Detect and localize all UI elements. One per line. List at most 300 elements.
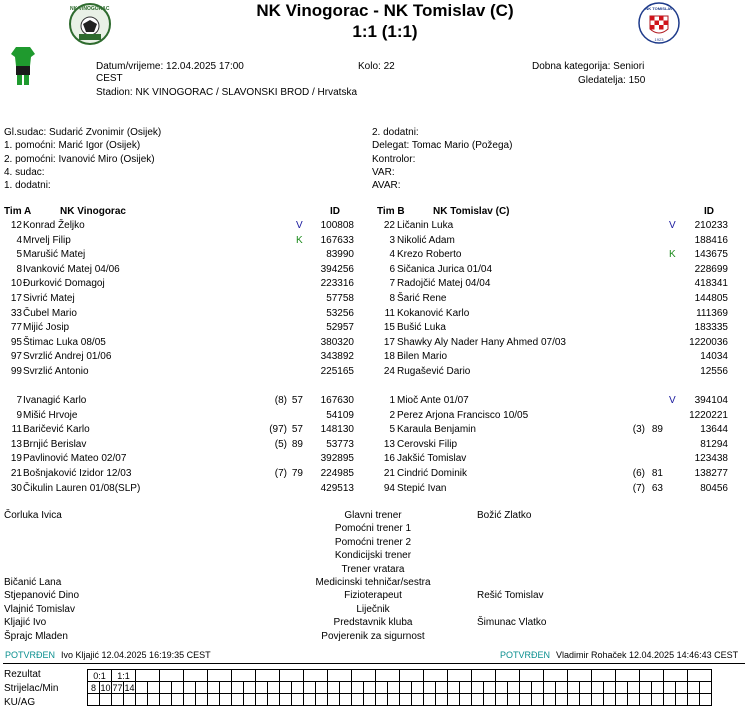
player-id: 228699	[694, 263, 728, 275]
player-number: 5	[16, 249, 22, 261]
result-cell	[232, 670, 256, 682]
ku-cell	[520, 694, 532, 706]
player-id: 14034	[700, 351, 728, 363]
ku-cell	[688, 694, 700, 706]
result-cell	[280, 670, 304, 682]
player-number: 33	[10, 307, 22, 319]
scorer-cell	[520, 682, 532, 694]
scorer-cell	[688, 682, 700, 694]
scorer-cell	[508, 682, 520, 694]
player-name: Radojčić Matej 04/04	[397, 278, 491, 290]
sub-replaced: (7)	[632, 482, 645, 494]
result-cell	[496, 670, 520, 682]
scorer-cell	[376, 682, 388, 694]
player-id: 188416	[694, 234, 728, 246]
sub-name: Pavlinović Mateo 02/07	[23, 453, 127, 465]
scorer-cell	[484, 682, 496, 694]
official-left-line: 4. sudac:	[4, 166, 45, 178]
goalkeeper-mark: V	[669, 220, 676, 231]
sub-minute: 57	[291, 395, 303, 406]
player-id: 53256	[326, 307, 354, 319]
ku-cell	[100, 694, 112, 706]
scorer-cell	[700, 682, 712, 694]
player-number: 24	[383, 366, 395, 377]
sub-replaced: (8)	[274, 395, 287, 406]
scorer-cell	[244, 682, 256, 694]
scorer-cell	[448, 682, 460, 694]
captain-mark: K	[296, 234, 303, 246]
player-name: Nikolić Adam	[397, 234, 455, 246]
player-name: Čubel Mario	[23, 307, 77, 319]
player-name: Shawky Aly Nader Hany Ahmed 07/03	[397, 336, 566, 348]
result-cell	[568, 670, 592, 682]
ku-cell	[124, 694, 136, 706]
scorer-cell	[664, 682, 676, 694]
ku-cell	[652, 694, 664, 706]
result-cell	[208, 670, 232, 682]
scorer-cell	[340, 682, 352, 694]
ku-cell	[424, 694, 436, 706]
sub-minute: 57	[291, 424, 303, 436]
sub-id: 81294	[700, 438, 728, 450]
sub-number: 19	[10, 453, 22, 465]
player-name: Šarić Rene	[397, 293, 447, 304]
official-right-line: Delegat: Tomac Mario (Požega)	[372, 140, 513, 152]
scorer-cell	[184, 682, 196, 694]
ku-cell	[208, 694, 220, 706]
staff-left-person: Stjepanović Dino	[4, 590, 80, 602]
ku-cell	[580, 694, 592, 706]
scorer-cell	[580, 682, 592, 694]
staff-left-person: Čorluka Ivica	[4, 510, 62, 521]
ku-cell	[496, 694, 508, 706]
captain-mark: K	[669, 249, 676, 261]
sub-name: Mišić Hrvoje	[23, 409, 78, 421]
match-score: 1:1 (1:1)	[352, 22, 418, 41]
ku-cell	[316, 694, 328, 706]
sub-replaced: (5)	[274, 438, 287, 450]
ku-cell	[628, 694, 640, 706]
player-id: 57758	[326, 293, 354, 304]
age-category: Dobna kategorija: Seniori	[532, 61, 645, 72]
scorer-cell	[496, 682, 508, 694]
left-team-logo	[66, 2, 114, 46]
scorer-cell	[532, 682, 544, 694]
sub-number: 21	[10, 468, 22, 479]
staff-role: Kondicijski trener	[334, 550, 412, 562]
right-logo-text: NK TOMISLAV	[645, 6, 673, 11]
player-name: Kokanović Karlo	[397, 307, 470, 319]
scorer-cell: 14	[124, 682, 135, 693]
sub-minute: 89	[291, 438, 303, 450]
sub-id: 123438	[694, 453, 728, 465]
result-cell: 0:1	[88, 670, 112, 682]
sub-replaced: (3)	[632, 424, 645, 436]
scorer-cell	[328, 682, 340, 694]
sub-name: Baričević Karlo	[23, 424, 90, 436]
ku-cell	[436, 694, 448, 706]
sub-id: 1220221	[689, 409, 728, 421]
scorer-cell	[148, 682, 160, 694]
sub-number: 30	[10, 482, 22, 494]
scorer-cell	[640, 682, 652, 694]
result-cell	[184, 670, 208, 682]
result-cell	[136, 670, 160, 682]
ku-cell	[448, 694, 460, 706]
scorer-cell	[196, 682, 208, 694]
match-stadium: Stadion: NK VINOGORAC / SLAVONSKI BROD / Hrvatska	[96, 87, 358, 98]
result-cell	[352, 670, 376, 682]
footer-separator	[3, 663, 745, 664]
official-right-line: VAR:	[372, 166, 395, 178]
ku-cell	[640, 694, 652, 706]
player-id: 394256	[320, 263, 354, 275]
sub-name: Čikulin Lauren 01/08(SLP)	[23, 482, 141, 494]
player-name: Rugašević Dario	[397, 366, 471, 377]
staff-role: Predstavnik kluba	[333, 617, 413, 629]
scorer-cell	[352, 682, 364, 694]
scorer-cell	[592, 682, 604, 694]
sub-id: 429513	[320, 482, 354, 494]
staff-left-person: Kljajić Ivo	[4, 617, 47, 629]
sub-name: Cindrić Dominik	[397, 468, 468, 479]
scorer-cell	[364, 682, 376, 694]
scorer-cell	[400, 682, 412, 694]
ku-cell	[568, 694, 580, 706]
staff-left-person: Vlajnić Tomislav	[4, 603, 75, 615]
player-id: 167633	[320, 234, 354, 246]
ku-cell	[88, 694, 100, 706]
ku-cell	[616, 694, 628, 706]
sub-number: 21	[383, 468, 395, 479]
scorer-cell	[232, 682, 244, 694]
ku-cell	[232, 694, 244, 706]
confirm-left-label: POTVRĐEN	[5, 650, 56, 660]
sub-name: Cerovski Filip	[397, 438, 458, 450]
scorer-cell	[136, 682, 148, 694]
ku-cell	[508, 694, 520, 706]
ku-cell	[304, 694, 316, 706]
result-cell	[616, 670, 640, 682]
player-name: Krezo Roberto	[397, 249, 462, 261]
scorer-cell	[304, 682, 316, 694]
staff-role: Glavni trener	[344, 510, 402, 521]
player-name: Konrad Željko	[23, 220, 85, 231]
sub-number: 7	[16, 395, 22, 406]
player-id: 143675	[694, 249, 728, 261]
scorer-cell	[628, 682, 640, 694]
team-a-name: NK Vinogorac	[60, 206, 126, 217]
result-cell	[520, 670, 544, 682]
sub-replaced: (97)	[269, 424, 287, 436]
ku-cell	[676, 694, 688, 706]
sub-number: 9	[16, 409, 22, 421]
player-number: 22	[383, 220, 395, 231]
goalkeeper-mark: V	[669, 395, 676, 406]
sub-id: 13644	[700, 424, 728, 436]
player-name: Marušić Matej	[23, 249, 86, 261]
player-name: Ivanković Matej 04/06	[23, 263, 120, 275]
scorer-cell	[220, 682, 232, 694]
player-id: 418341	[694, 278, 728, 290]
scorer-cell	[472, 682, 484, 694]
ku-cell	[484, 694, 496, 706]
player-id: 210233	[694, 220, 728, 231]
player-number: 95	[10, 336, 22, 348]
result-cell	[328, 670, 352, 682]
result-cell	[256, 670, 280, 682]
sub-id: 53773	[326, 438, 354, 450]
staff-left-person: Šprajc Mladen	[4, 630, 68, 642]
sub-number: 11	[11, 424, 22, 436]
player-name: Bilen Mario	[397, 351, 448, 363]
sub-name: Brnjić Berislav	[23, 438, 87, 450]
sub-minute: 79	[291, 468, 303, 479]
scorer-cell	[256, 682, 268, 694]
sub-number: 2	[389, 409, 395, 421]
staff-role: Povjerenik za sigurnost	[321, 630, 425, 642]
player-name: Sičanica Jurica 01/04	[397, 263, 493, 275]
match-timezone: CEST	[96, 73, 123, 84]
scorer-cell	[424, 682, 436, 694]
sub-number: 5	[389, 424, 395, 436]
player-number: 97	[10, 351, 22, 363]
ku-cell	[532, 694, 544, 706]
ku-cell	[340, 694, 352, 706]
team-a-id-header: ID	[330, 206, 340, 217]
match-round: Kolo: 22	[358, 61, 395, 72]
ku-cell	[112, 694, 124, 706]
ku-cell	[136, 694, 148, 706]
player-name: Sivrić Matej	[23, 293, 75, 304]
player-id: 100808	[320, 220, 354, 231]
staff-role: Pomoćni trener 1	[334, 523, 412, 535]
player-number: 3	[389, 234, 395, 246]
scorer-cell	[460, 682, 472, 694]
team-a-label: Tim A	[4, 206, 32, 217]
sub-id: 80456	[700, 482, 728, 494]
player-id: 1220036	[689, 336, 728, 348]
confirm-left-text: Ivo Kljajić 12.04.2025 16:19:35 CEST	[61, 650, 211, 660]
ku-cell	[280, 694, 292, 706]
scorer-cell	[604, 682, 616, 694]
player-id: 225165	[320, 366, 354, 377]
player-number: 77	[10, 322, 22, 334]
scorer-cell: 8	[88, 682, 100, 694]
player-name: Ličanin Luka	[397, 220, 454, 231]
official-right-line: Kontrolor:	[372, 153, 416, 165]
scorer-cell	[292, 682, 304, 694]
ku-cell	[412, 694, 424, 706]
sub-name: Ivanagić Karlo	[23, 395, 87, 406]
score-grid	[87, 669, 712, 706]
player-number: 6	[389, 263, 395, 275]
ku-cell	[376, 694, 388, 706]
player-number: 18	[383, 351, 395, 363]
sub-id: 394104	[694, 395, 728, 406]
result-cell	[688, 670, 712, 682]
player-id: 52957	[326, 322, 354, 334]
staff-right-person: Božić Zlatko	[477, 510, 532, 521]
player-id: 12556	[700, 366, 728, 377]
player-number: 8	[16, 263, 22, 275]
ku-cell	[196, 694, 208, 706]
ku-cell	[328, 694, 340, 706]
player-id: 111369	[696, 307, 728, 319]
sub-id: 167630	[320, 395, 354, 406]
sub-id: 224985	[320, 468, 354, 479]
ku-cell	[184, 694, 196, 706]
match-datetime: Datum/vrijeme: 12.04.2025 17:00	[96, 61, 244, 72]
ku-cell	[472, 694, 484, 706]
scorer-cell	[160, 682, 172, 694]
ku-cell	[292, 694, 304, 706]
result-cell	[592, 670, 616, 682]
ku-cell	[592, 694, 604, 706]
ku-cell	[364, 694, 376, 706]
result-cell: 1:1	[112, 670, 136, 682]
sub-minute: 81	[651, 468, 663, 479]
result-cell	[544, 670, 568, 682]
player-number: 12	[10, 220, 22, 231]
scorer-cell	[556, 682, 568, 694]
staff-right-person: Šimunac Vlatko	[477, 617, 547, 629]
staff-right-person: Rešić Tomislav	[477, 590, 544, 602]
sub-number: 16	[383, 453, 395, 465]
ku-cell	[460, 694, 472, 706]
ku-cell	[172, 694, 184, 706]
player-name: Đurković Domagoj	[23, 278, 105, 290]
ku-cell	[148, 694, 160, 706]
sub-id: 148130	[320, 424, 354, 436]
staff-role: Liječnik	[356, 603, 390, 615]
scorer-cell	[544, 682, 556, 694]
official-right-line: AVAR:	[372, 180, 401, 192]
ku-cell	[220, 694, 232, 706]
sub-number: 13	[10, 438, 22, 450]
scorer-cell	[652, 682, 664, 694]
staff-role: Fizioterapeut	[344, 590, 402, 602]
ku-cell	[244, 694, 256, 706]
player-id: 223316	[320, 278, 354, 290]
left-logo-text: NK VINOGORAC	[70, 6, 110, 12]
match-title: NK Vinogorac - NK Tomislav (C)	[256, 1, 514, 20]
player-name: Svrzlić Antonio	[23, 366, 89, 377]
player-name: Svrzlić Andrej 01/06	[23, 351, 112, 363]
player-number: 11	[384, 307, 395, 319]
player-number: 8	[389, 293, 395, 304]
attendance: Gledatelja: 150	[578, 75, 646, 86]
result-cell	[424, 670, 448, 682]
ku-cell	[544, 694, 556, 706]
confirm-right-label: POTVRĐEN	[500, 650, 551, 660]
sub-replaced: (7)	[274, 468, 287, 479]
sub-minute: 63	[651, 482, 663, 494]
scorer-cell	[172, 682, 184, 694]
sub-name: Karaula Benjamin	[397, 424, 476, 436]
official-left-line: 1. pomoćni: Marić Igor (Osijek)	[4, 140, 141, 152]
official-left-line: Gl.sudac: Sudarić Zvonimir (Osijek)	[4, 127, 162, 138]
scorer-cell: 10	[100, 682, 111, 693]
goalkeeper-mark: V	[296, 220, 303, 231]
scorer-cell	[436, 682, 448, 694]
result-cell	[376, 670, 400, 682]
result-cell	[448, 670, 472, 682]
right-logo-year: 1923	[654, 37, 664, 42]
kit-icon	[10, 46, 36, 88]
sub-name: Bošnjaković Izidor 12/03	[23, 468, 132, 479]
ku-cell	[664, 694, 676, 706]
player-number: 99	[10, 366, 22, 377]
sub-id: 392895	[320, 453, 354, 465]
scorer-cell	[268, 682, 280, 694]
team-b-id-header: ID	[704, 206, 714, 217]
sub-minute: 89	[651, 424, 663, 436]
player-id: 83990	[326, 249, 354, 261]
right-team-logo	[636, 1, 682, 45]
sub-name: Mioč Ante 01/07	[397, 395, 469, 406]
ku-cell	[556, 694, 568, 706]
footer-label-scorer: Strijelac/Min	[4, 683, 59, 694]
official-right-line: 2. dodatni:	[372, 127, 419, 138]
player-number: 10	[10, 278, 22, 290]
result-cell	[640, 670, 664, 682]
player-number: 15	[383, 322, 395, 334]
scorer-cell	[616, 682, 628, 694]
result-cell	[400, 670, 424, 682]
staff-role: Pomoćni trener 2	[334, 536, 412, 548]
ku-cell	[268, 694, 280, 706]
scorer-cell	[208, 682, 220, 694]
player-number: 4	[16, 234, 22, 246]
ku-cell	[160, 694, 172, 706]
scorer-cell	[676, 682, 688, 694]
ku-cell	[388, 694, 400, 706]
team-b-label: Tim B	[377, 206, 405, 217]
ku-cell	[400, 694, 412, 706]
staff-left-person: Bičanić Lana	[4, 577, 62, 588]
scorer-cell	[316, 682, 328, 694]
result-cell	[472, 670, 496, 682]
scorer-cell: 77	[112, 682, 123, 693]
scorer-cell	[412, 682, 424, 694]
official-left-line: 1. dodatni:	[4, 180, 51, 192]
result-cell	[664, 670, 688, 682]
result-cell	[304, 670, 328, 682]
sub-number: 1	[389, 395, 395, 406]
player-number: 17	[383, 336, 395, 348]
sub-name: Perez Arjona Francisco 10/05	[397, 409, 529, 421]
player-name: Mijić Josip	[23, 322, 70, 334]
player-number: 4	[389, 249, 395, 261]
staff-role: Medicinski tehničar/sestra	[315, 577, 431, 588]
official-left-line: 2. pomoćni: Ivanović Miro (Osijek)	[4, 153, 155, 165]
ku-cell	[604, 694, 616, 706]
player-id: 343892	[320, 351, 354, 363]
ku-cell	[352, 694, 364, 706]
staff-role: Trener vratara	[341, 563, 405, 575]
player-name: Mrvelj Filip	[23, 234, 71, 246]
sub-number: 13	[383, 438, 395, 450]
player-id: 183335	[694, 322, 728, 334]
player-number: 7	[389, 278, 395, 290]
sub-id: 54109	[326, 409, 354, 421]
player-number: 17	[10, 293, 22, 304]
result-cell	[160, 670, 184, 682]
footer-label-ku: KU/AG	[4, 697, 36, 708]
scorer-cell	[568, 682, 580, 694]
player-id: 144805	[694, 293, 728, 304]
